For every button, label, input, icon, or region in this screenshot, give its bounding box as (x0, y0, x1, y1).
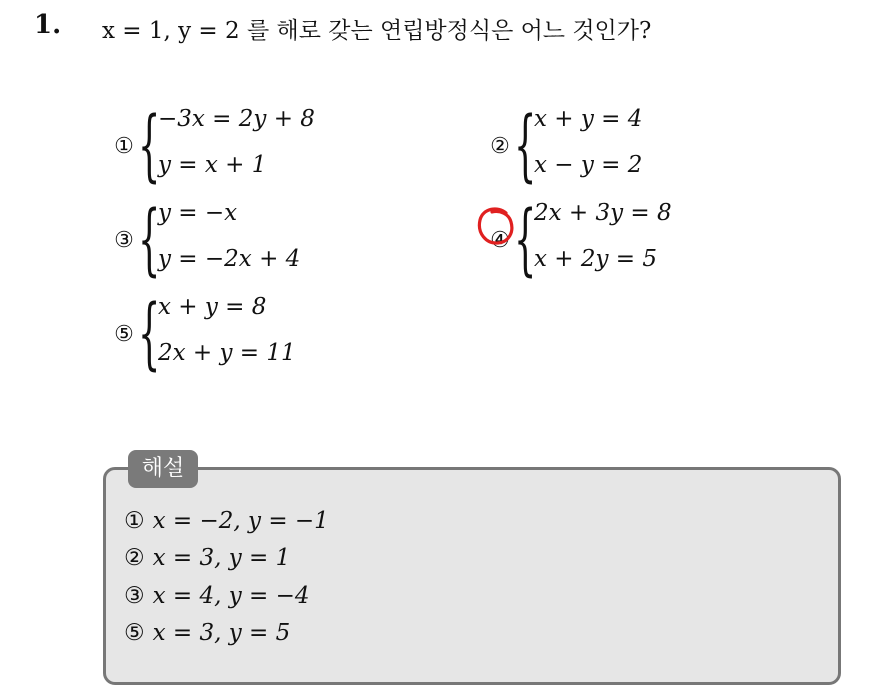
equation-1: y = −x (158, 200, 238, 226)
equation-1: x + y = 8 (158, 294, 267, 320)
brace-icon: { (138, 101, 161, 191)
option-1[interactable] (110, 101, 450, 196)
option-marker: ③ (114, 228, 134, 253)
option-marker: ① (114, 134, 134, 159)
equation-1: x + y = 4 (534, 106, 643, 132)
equation-2: x + 2y = 5 (534, 246, 658, 272)
solution-text: x = 3, y = 5 (152, 620, 291, 646)
option-4[interactable] (486, 195, 826, 290)
equation-1: 2x + 3y = 8 (534, 200, 672, 226)
brace-icon: { (514, 195, 537, 285)
solution-line (124, 620, 290, 646)
option-marker: ② (490, 134, 510, 159)
option-3[interactable] (110, 195, 450, 290)
equation-2: x − y = 2 (534, 152, 643, 178)
solution-marker: ② (124, 545, 145, 571)
option-marker: ⑤ (114, 322, 134, 347)
brace-icon: { (514, 101, 537, 191)
equation-1: −3x = 2y + 8 (158, 106, 315, 132)
explanation-box (103, 467, 841, 685)
solution-line (124, 545, 290, 571)
option-2[interactable] (486, 101, 826, 196)
solution-marker: ⑤ (124, 620, 145, 646)
solution-text: x = −2, y = −1 (152, 508, 329, 534)
option-marker: ④ (490, 228, 510, 253)
question-text: x = 1, y = 2 를 해로 갖는 연립방정식은 어느 것인가? (102, 18, 652, 44)
solution-line (124, 508, 329, 534)
explanation-tag: 해설 (128, 450, 198, 488)
equation-2: y = x + 1 (158, 152, 267, 178)
question-number: 1. (34, 10, 62, 40)
solution-line (124, 583, 310, 609)
solution-marker: ① (124, 508, 145, 534)
option-5[interactable] (110, 289, 450, 384)
brace-icon: { (138, 195, 161, 285)
brace-icon: { (138, 289, 161, 379)
solution-text: x = 4, y = −4 (152, 583, 310, 609)
equation-2: 2x + y = 11 (158, 340, 296, 366)
solution-marker: ③ (124, 583, 145, 609)
equation-2: y = −2x + 4 (158, 246, 301, 272)
solution-text: x = 3, y = 1 (152, 545, 291, 571)
